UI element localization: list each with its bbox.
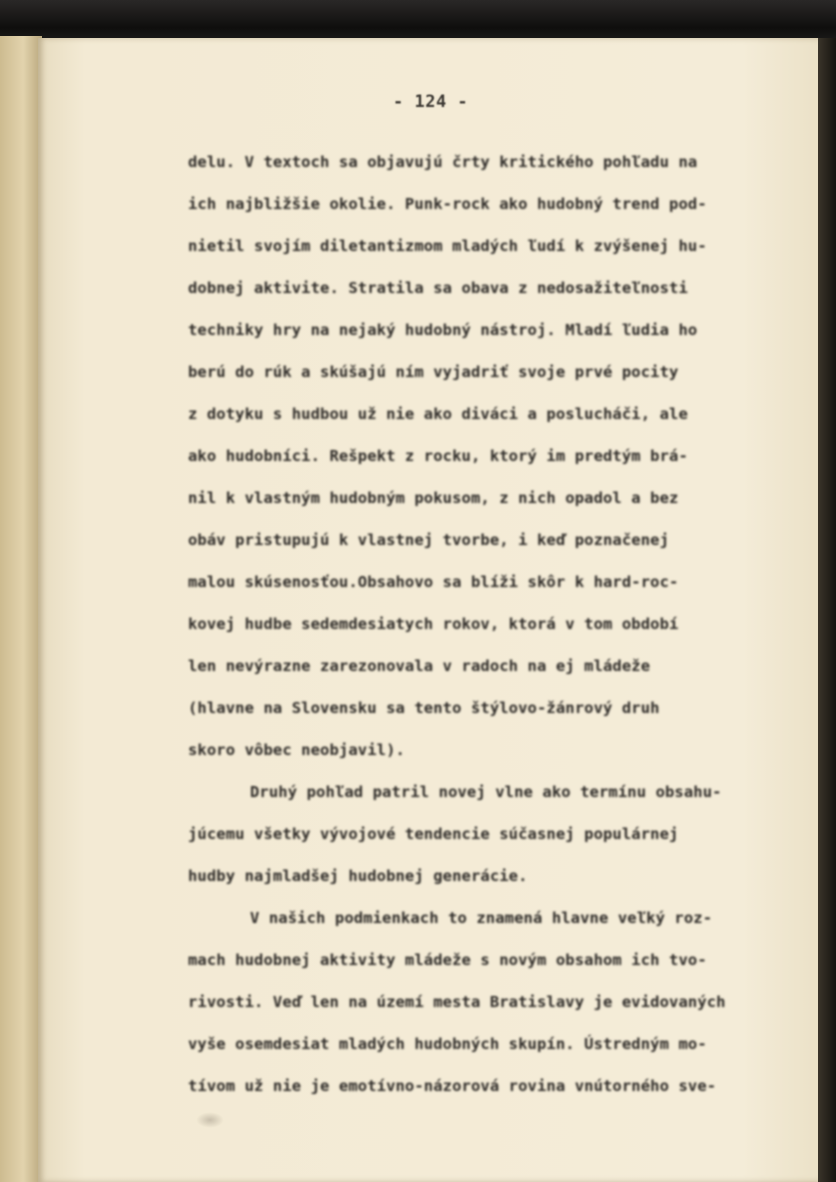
text-line: obáv pristupujú k vlastnej tvorbe, i keď poznačenej <box>188 531 670 549</box>
scanner-top-band <box>0 0 836 40</box>
text-line: techniky hry na nejaký hudobný nástroj. Mladí ľudia ho <box>188 321 698 339</box>
text-line: ich najbližšie okolie. Punk-rock ako hudobný trend pod- <box>188 195 707 213</box>
paragraph-start-line: V našich podmienkach to znamená hlavne veľký roz- <box>250 909 713 927</box>
body-text <box>188 141 788 1107</box>
text-line: berú do rúk a skúšajú ním vyjadriť svoje prvé pocity <box>188 363 679 381</box>
text-line: nil k vlastným hudobným pokusom, z nich opadol a bez <box>188 489 679 507</box>
text-line: mach hudobnej aktivity mládeže s novým obsahom ich tvo- <box>188 951 707 969</box>
text-line: vyše osemdesiat mladých hudobných skupín. Ústredným mo- <box>188 1035 707 1053</box>
text-line: len nevýrazne zarezonovala v radoch na ej mládeže <box>188 657 651 675</box>
text-line: malou skúsenosťou.Obsahovo sa blíži skôr k hard-roc- <box>188 573 679 591</box>
text-line: kovej hudbe sedemdesiatych rokov, ktorá v tom období <box>188 615 679 633</box>
text-line: delu. V textoch sa objavujú črty kritického pohľadu na <box>188 153 698 171</box>
page-edge <box>818 38 836 1182</box>
text-line: z dotyku s hudbou už nie ako diváci a poslucháči, ale <box>188 405 688 423</box>
text-line: nietil svojím diletantizmom mladých ľudí k zvýšenej hu- <box>188 237 707 255</box>
text-line: skoro vôbec neobjavil). <box>188 741 405 759</box>
text-line: dobnej aktivite. Stratila sa obava z nedosažiteľnosti <box>188 279 688 297</box>
ink-smudge <box>196 1112 224 1128</box>
page-number: - 124 - <box>393 92 469 112</box>
book-binding <box>0 36 42 1182</box>
text-line: (hlavne na Slovensku sa tento štýlovo-žánrový druh <box>188 699 660 717</box>
text-line: ako hudobníci. Rešpekt z rocku, ktorý im predtým brá- <box>188 447 688 465</box>
text-line: hudby najmladšej hudobnej generácie. <box>188 867 528 885</box>
text-line: júcemu všetky vývojové tendencie súčasnej populárnej <box>188 825 679 843</box>
paragraph-start-line: Druhý pohľad patril novej vlne ako termínu obsahu- <box>250 783 722 801</box>
text-line: tívom už nie je emotívno-názorová rovina vnútorného sve- <box>188 1077 717 1095</box>
text-line: rivosti. Veď len na území mesta Bratislavy je evidovaných <box>188 993 726 1011</box>
